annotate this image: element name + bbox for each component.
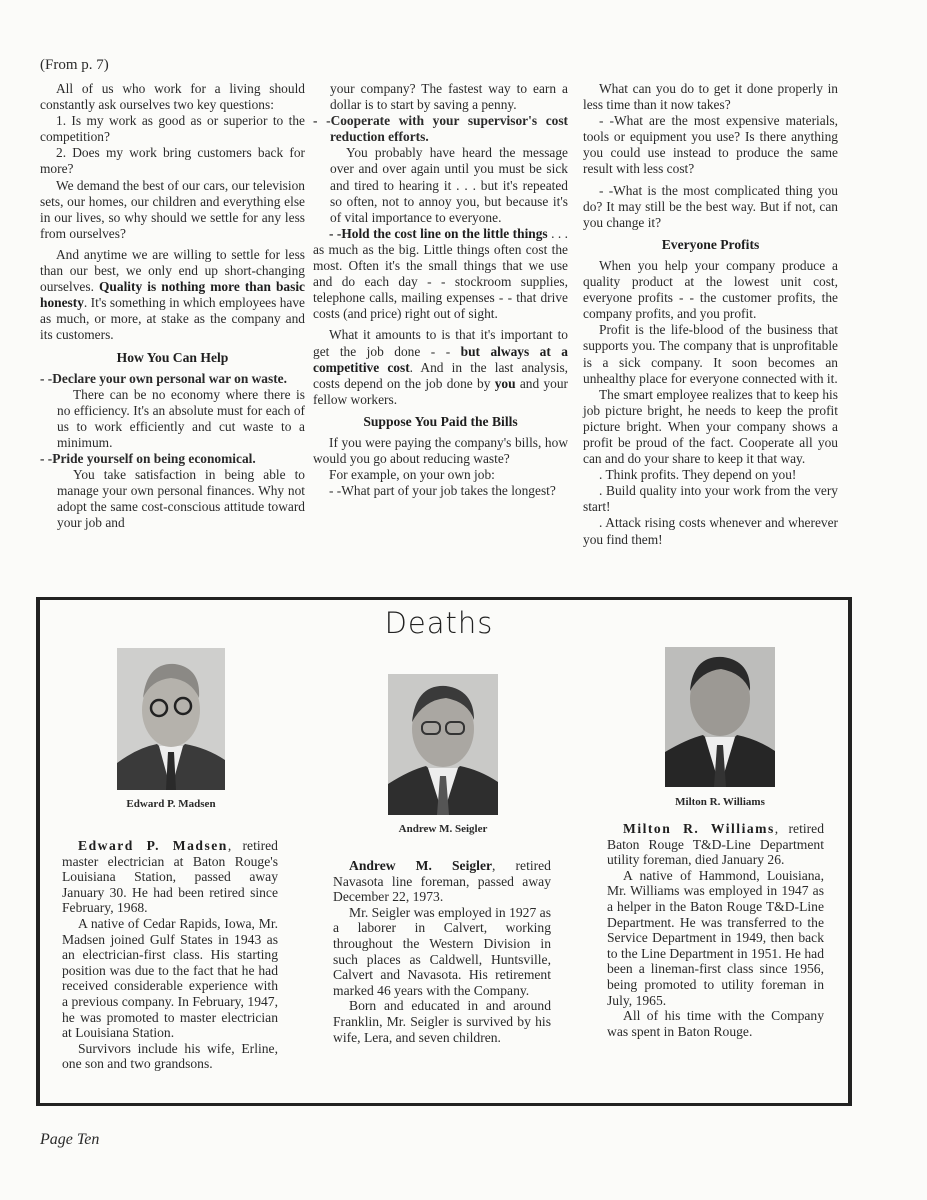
paragraph (313, 483, 568, 499)
text-run: . . . as much as the big. Little things often cost the most. Often it's the small things that we use and do each day - - stockroom supplies, telephone calls, mailing expenses - - that drive costs (and price) right out of sight. (313, 225, 568, 322)
obituary-name: Andrew M. Seigler (349, 858, 493, 873)
text-run: What it amounts to is that it's important to get the job done - - (313, 327, 568, 359)
portrait-photo-madsen (117, 648, 225, 790)
text-run: Profit is the life-blood of the business that supports you. The company that is unprofitable is a sick company. It soon becomes an unhealthy place for everyone connected with it. (583, 322, 838, 386)
text-run: All of us who work for a living should constantly ask ourselves two key questions: (40, 81, 305, 113)
text-run: There can be no economy where there is no efficiency. It's an absolute must for each of us to work efficiently and cut waste to a minimum. (57, 386, 305, 450)
obituary-paragraph (62, 838, 278, 916)
page-number: Page Ten (40, 1131, 100, 1148)
paragraph (583, 387, 838, 467)
photo-caption-madsen: Edward P. Madsen (126, 798, 216, 810)
obituary-paragraph (333, 905, 551, 999)
paragraph (583, 322, 838, 386)
paragraph (583, 515, 838, 547)
portrait-photo-williams (665, 647, 775, 787)
text-run: And anytime we are willing to settle for less than our best, we only end up short-changing ourselves. (40, 246, 305, 295)
obituary-paragraph (607, 1008, 824, 1039)
text-run: , retired Baton Rouge T&D-Line Department utility foreman, died January 26. (607, 821, 824, 868)
list-item-heading: - -Pride yourself on being economical. (40, 451, 256, 467)
bold-text: - -Hold the cost line on the little things (329, 225, 548, 241)
paragraph (40, 81, 305, 113)
bold-text: but always at a competitive cost (313, 343, 568, 375)
paragraph (40, 247, 305, 344)
text-run: . Think profits. They depend on you! (599, 467, 797, 483)
obituary-paragraph (62, 916, 278, 1041)
list-item-heading: - -Declare your own personal war on waste. (40, 370, 287, 386)
text-run: . Attack rising costs whenever and wherever you find them! (583, 515, 838, 547)
list-item-body (40, 387, 305, 451)
text-run: For example, on your own job: (329, 467, 495, 483)
portrait-photo-seigler (388, 674, 498, 815)
paragraph (583, 183, 838, 231)
paragraph (313, 226, 568, 323)
obituary-name: Milton R. Williams (623, 821, 775, 836)
continued-from-note: (From p. 7) (40, 57, 109, 73)
paragraph (313, 81, 568, 113)
obituary-name: Edward P. Madsen (78, 838, 228, 853)
paragraph (40, 113, 305, 145)
paragraph (583, 467, 838, 483)
text-run: Born and educated in and around Franklin, Mr. Seigler is survived by his wife, Lera, and seven children. (333, 998, 551, 1045)
bold-text: Suppose You Paid the Bills (363, 413, 518, 429)
text-run: When you help your company produce a quality product at the lowest unit cost, everyone profits - - the customer profits, the company profits, and you profit. (583, 257, 838, 322)
obituary-seigler (333, 858, 551, 1045)
list-item-heading: - -Cooperate with your supervisor's cost reduction efforts. (313, 113, 568, 145)
paragraph (313, 467, 568, 483)
paragraph (583, 258, 838, 322)
text-run: If you were paying the company's bills, how would you go about reducing waste? (313, 434, 568, 467)
text-run: What can you do to get it done properly in less time than it now takes? (583, 81, 838, 113)
paragraph (583, 483, 838, 515)
text-run: Mr. Seigler was employed in 1927 as a laborer in Calvert, working throughout the Western Division in such places as Caldwell, Huntsville, Calvert and Navasota. His retirement marked 46 years with the Company. (333, 904, 551, 998)
list-item-body (40, 467, 305, 531)
text-run: A native of Cedar Rapids, Iowa, Mr. Madsen joined Gulf States in 1943 as an electrician-first class. His starting position was due to the fact that he had received considerable experience with a previous company. In February, 1947, he was promoted to master electrician at Louisiana Station. (62, 915, 278, 1041)
section-heading (313, 414, 568, 430)
obituary-paragraph (607, 821, 824, 868)
obituary-paragraph (62, 1041, 278, 1072)
obituary-paragraph (333, 858, 551, 905)
text-run: . Build quality into your work from the very start! (583, 483, 838, 515)
section-heading (40, 350, 305, 366)
bold-text: you (494, 375, 516, 391)
bold-text: Everyone Profits (661, 236, 760, 252)
paragraph (40, 145, 305, 177)
paragraph (313, 435, 568, 467)
deaths-heading: Deaths (384, 606, 494, 640)
text-run: A native of Hammond, Louisiana, Mr. Williams was employed in 1947 as a helper in the Baton Rouge T&D-Line Department. He was transferred to the Service Department in 1949, then back to the Line Department in 1951. He had been a lineman-first class since 1956, being promoted to utility foreman in July, 1965. (607, 867, 824, 1008)
obituary-paragraph (333, 998, 551, 1045)
text-run: , retired master electrician at Baton Rouge's Louisiana Station, passed away January 30. He had been retired since February, 1968. (62, 838, 278, 916)
bold-text: Quality is nothing more than basic honesty (40, 279, 305, 311)
text-run: - -What part of your job takes the longest? (329, 483, 556, 499)
obituary-williams (607, 821, 824, 1039)
obituary-madsen (62, 838, 278, 1072)
list-item-body (313, 145, 568, 225)
text-run: 2. Does my work bring customers back for more? (40, 145, 305, 177)
text-run: and your fellow workers. (313, 375, 568, 407)
text-run: - -What is the most complicated thing you do? It may still be the best way. But if not, can you change it? (583, 182, 838, 230)
photo-caption-williams: Milton R. Williams (675, 796, 765, 808)
article-column-3 (583, 81, 838, 548)
obituary-paragraph (607, 868, 824, 1008)
text-run: 1. Is my work as good as or superior to the competition? (40, 113, 305, 145)
text-run: - -What are the most expensive materials, tools or equipment you use? Is there anything you could use instead to produce the same result with less cost? (583, 113, 838, 177)
text-run: your company? The fastest way to earn a dollar is to start by saving a penny. (330, 81, 568, 113)
paragraph (40, 178, 305, 242)
text-run: You take satisfaction in being able to manage your own personal finances. Why not adopt the same cost-conscious attitude toward your job and (57, 467, 305, 531)
bold-text: How You Can Help (116, 349, 229, 365)
paragraph (583, 113, 838, 177)
text-run: The smart employee realizes that to keep his job picture bright, he needs to keep the profit picture bright. When your company shows a profit be proud of the fact. Cooperate all you can and do your share to keep it that way. (583, 386, 838, 467)
text-run: We demand the best of our cars, our television sets, our homes, our children and everything else in our lives, so why should we settle for any less from ourselves? (40, 177, 305, 241)
text-run: Survivors include his wife, Erline, one son and two grandsons. (62, 1040, 278, 1072)
paragraph (583, 81, 838, 113)
text-run: You probably have heard the message over and over again until you must be sick and tired to hearing it . . . but it's repeated so often, not to annoy you, but because it's of vital importance to everyone. (330, 145, 568, 225)
photo-caption-seigler: Andrew M. Seigler (398, 823, 488, 835)
section-heading (583, 237, 838, 253)
text-run: All of his time with the Company was spent in Baton Rouge. (607, 1008, 824, 1039)
article-column-1 (40, 81, 305, 532)
text-run: . And in the last analysis, costs depend on the job done by (313, 359, 568, 391)
text-run: . It's something in which employees have as much, or more, at stake as the company and its customers. (40, 295, 305, 343)
text-run: , retired Navasota line foreman, passed away December 22, 1973. (333, 858, 551, 905)
article-column-2 (313, 81, 568, 499)
paragraph (313, 327, 568, 407)
